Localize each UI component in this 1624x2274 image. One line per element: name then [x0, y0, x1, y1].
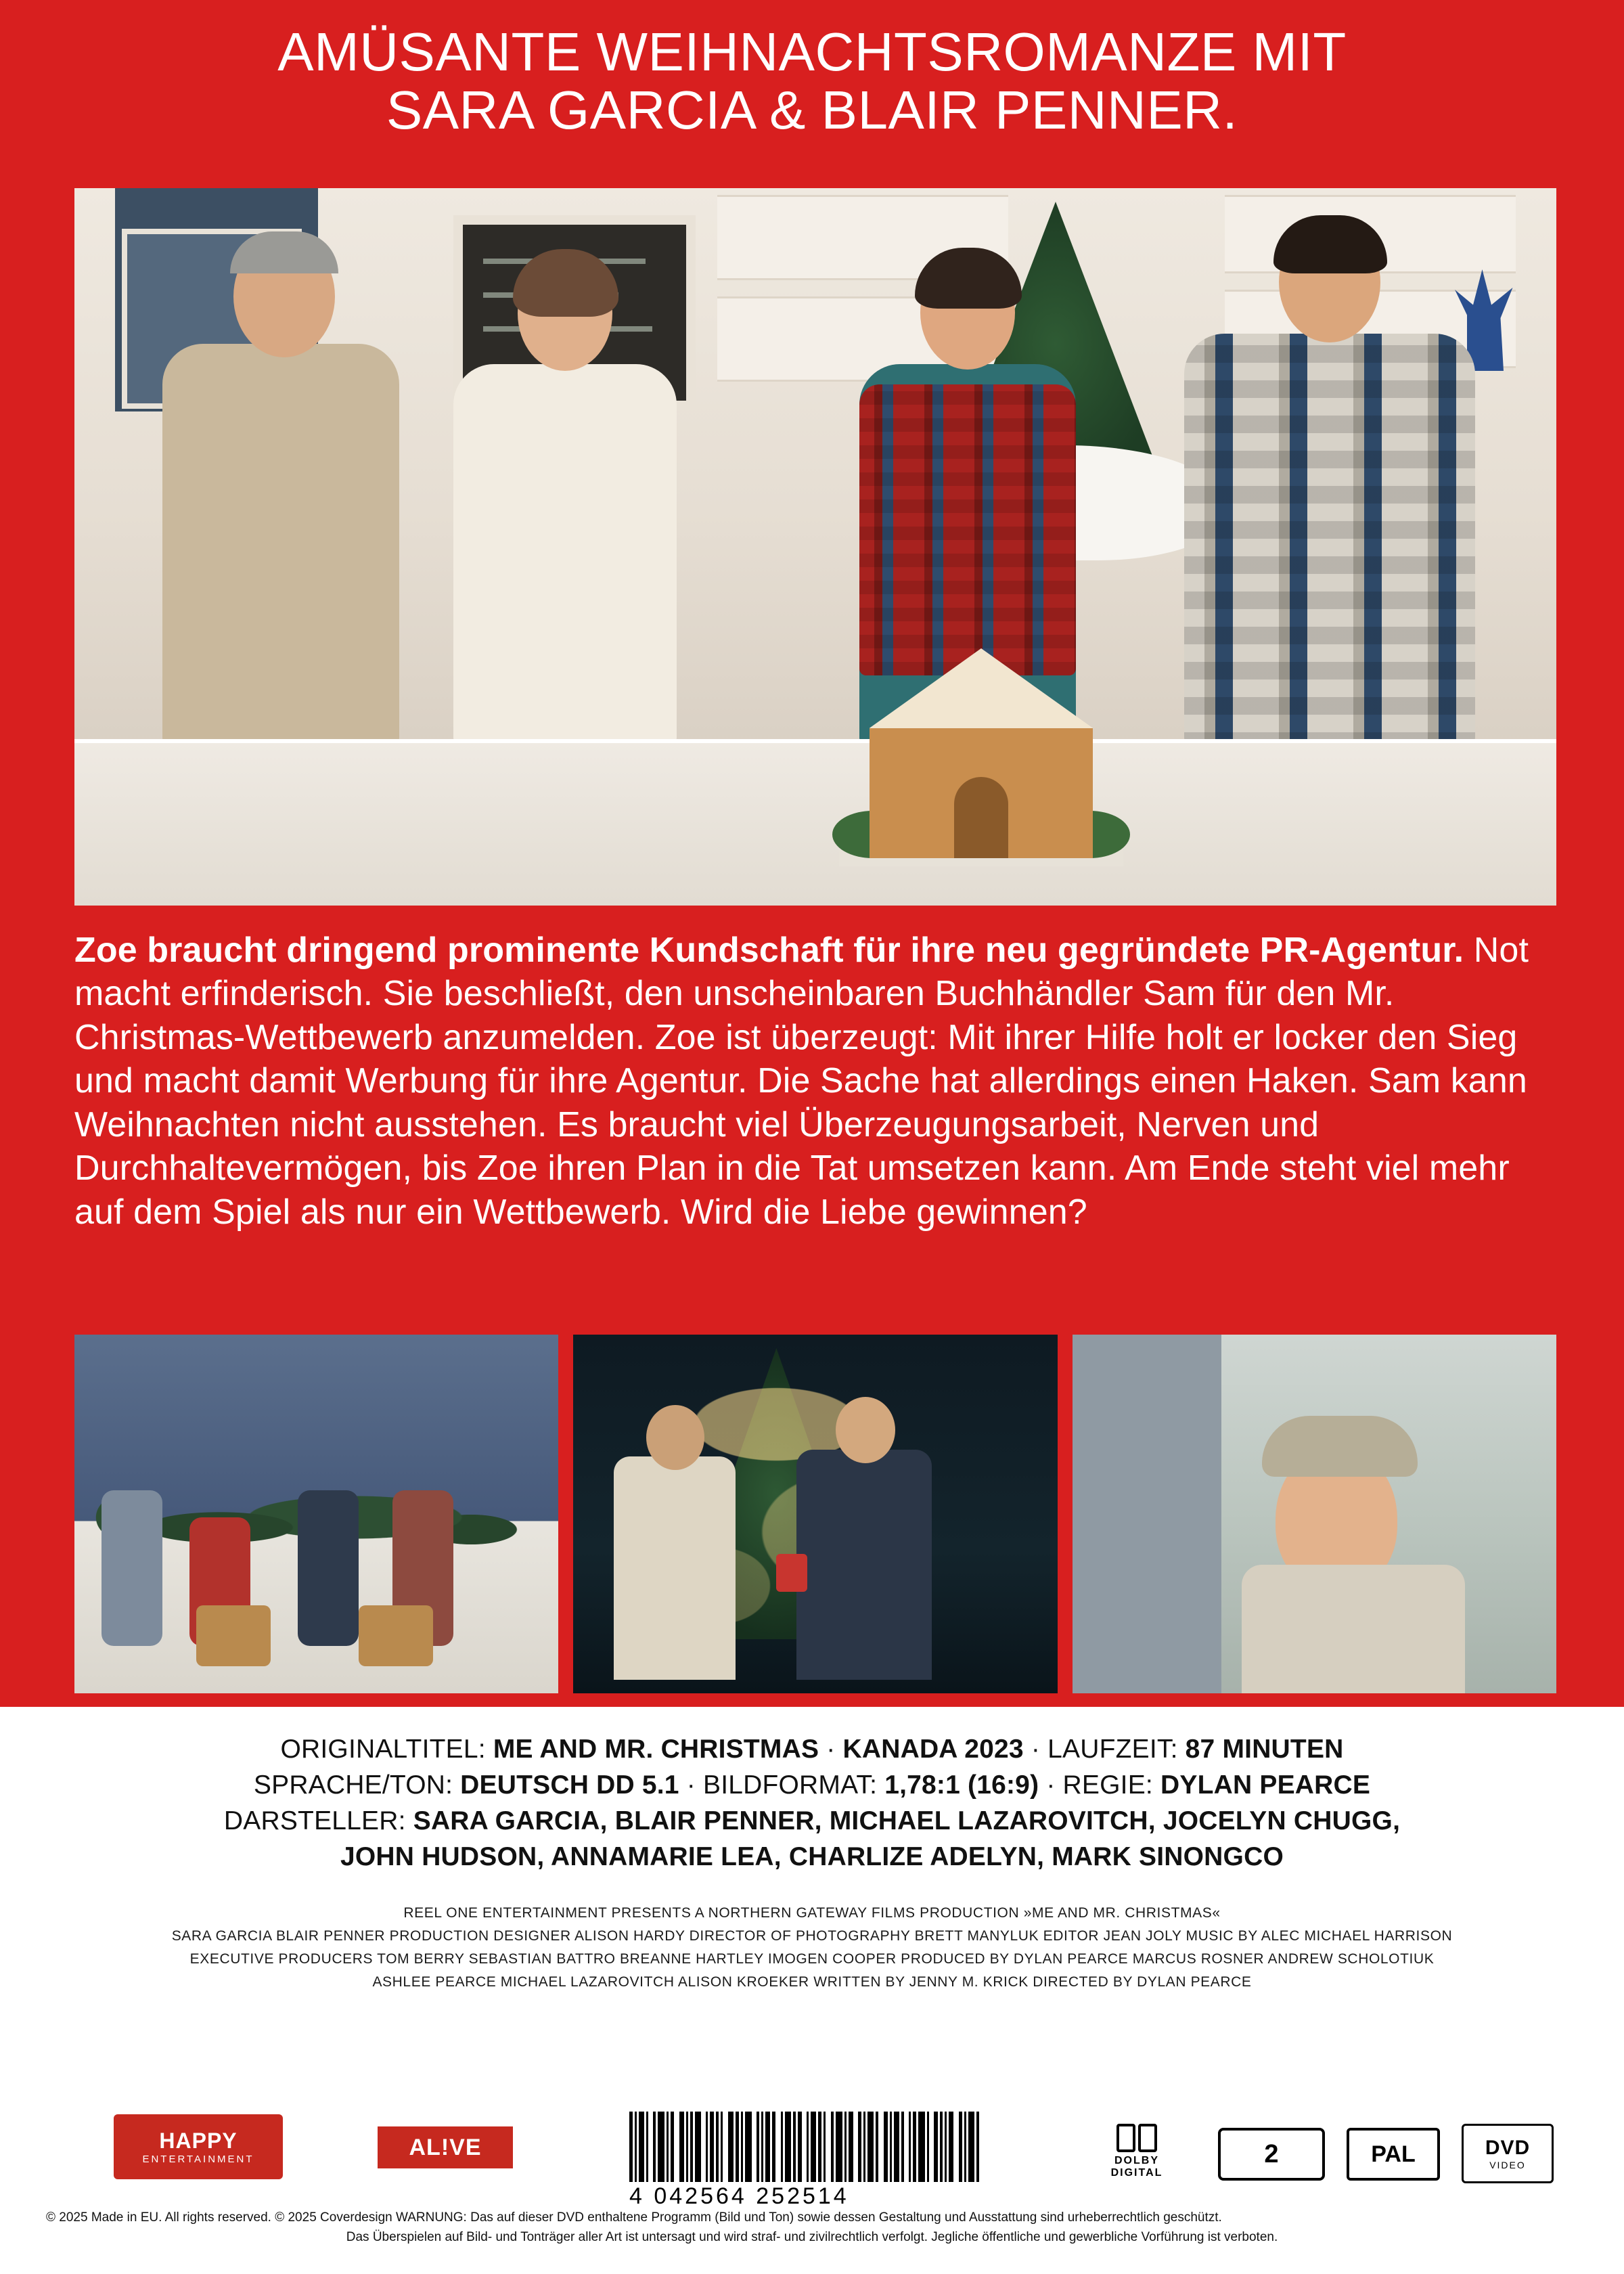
character-woman-cream	[453, 249, 677, 750]
headline-line-2: SARA GARCIA & BLAIR PENNER.	[386, 80, 1238, 141]
credits-block	[0, 1902, 1624, 1994]
thumbnail-lumberjack-contest	[74, 1335, 558, 1693]
dolby-label-2: DIGITAL	[1110, 2167, 1163, 2179]
legal-line-2: Das Überspielen auf Bild- und Tonträger aller Art ist untersagt und wird straf- und zivilrechtlich verfolgt. Jegliche öffentliche und gewerbliche Vorführung ist verboten.	[346, 2230, 1278, 2245]
credits-line-3: EXECUTIVE PRODUCERS TOM BERRY SEBASTIAN BATTRO BREANNE HARTLEY IMOGEN COOPER PRODUCED BY DYLAN PEARCE MARCUS ROSNER ANDREW SCHOLOTIUK	[189, 1951, 1435, 1967]
character-sam	[1184, 222, 1475, 750]
specs-value-country-year: KANADA 2023	[842, 1735, 1024, 1764]
specs-value-original-title: ME AND MR. CHRISTMAS	[493, 1735, 819, 1764]
specs-label-runtime: LAUFZEIT:	[1047, 1735, 1178, 1764]
ean-barcode	[629, 2112, 1008, 2213]
thumbnail-christmas-market	[573, 1335, 1057, 1693]
synopsis-body: Not macht erfinderisch. Sie beschließt, den unscheinbaren Buchhändler Sam für den Mr. Christmas-Wettbewerb anzumelden. Zoe ist überzeugt: Mit ihrer Hilfe holt er locker den Sieg und macht damit Werbung für ihre Agentur. Die Sache hat allerdings einen Haken. Sam kann Weihnachten nicht ausstehen. Es braucht viel Überzeugungsarbeit, Nerven und Durchhaltevermögen, bis Zoe ihren Plan in die Tat umsetzen kann. Am Ende steht viel mehr auf dem Spiel als nur ein Wettbewerb. Wird die Liebe gewinnen?	[74, 931, 1529, 1232]
gingerbread-door	[954, 777, 1008, 858]
logo-row	[0, 2112, 1624, 2209]
thumbnail-zoe-closeup	[1073, 1335, 1556, 1693]
specs-value-language: DEUTSCH DD 5.1	[460, 1770, 679, 1800]
counter-top	[74, 739, 1556, 906]
credits-line-2: SARA GARCIA BLAIR PENNER PRODUCTION DESIGNER ALISON HARDY DIRECTOR OF PHOTOGRAPHY BRETT MANYLUK EDITOR JEAN JOLY MUSIC BY ALEC MICHAEL HARRISON	[171, 1928, 1453, 1944]
specs-separator: ·	[1046, 1770, 1056, 1800]
headline-line-1: AMÜSANTE WEIHNACHTSROMANZE MIT	[277, 22, 1347, 82]
specs-value-director: DYLAN PEARCE	[1160, 1770, 1371, 1800]
synopsis-lead: Zoe braucht dringend prominente Kundschaft für ihre neu gegründete PR-Agentur.	[74, 931, 1464, 970]
specs-line-2	[0, 1767, 1624, 1803]
specs-label-cast: DARSTELLER:	[223, 1806, 406, 1836]
specs-value-runtime: 87 MINUTEN	[1185, 1735, 1344, 1764]
specs-line-4	[0, 1839, 1624, 1875]
barcode-bars	[629, 2112, 995, 2182]
happy-entertainment-logo	[114, 2114, 283, 2179]
specs-separator: ·	[1031, 1735, 1041, 1764]
main-still-image	[74, 188, 1556, 906]
specs-separator: ·	[826, 1735, 836, 1764]
specs-line-3	[0, 1803, 1624, 1839]
thumbnail-row	[74, 1335, 1556, 1693]
page-title	[0, 23, 1624, 140]
specs-label-original-title: ORIGINALTITEL:	[280, 1735, 486, 1764]
dvd-label-1: DVD	[1485, 2137, 1531, 2159]
specs-label-director: REGIE:	[1062, 1770, 1153, 1800]
credits-line-4: ASHLEE PEARCE MICHAEL LAZAROVITCH ALISON KROEKER WRITTEN BY JENNY M. KRICK DIRECTED BY DYLAN PEARCE	[372, 1974, 1252, 1990]
specs-separator: ·	[686, 1770, 696, 1800]
specs-value-aspect: 1,78:1 (16:9)	[884, 1770, 1039, 1800]
barcode-number: 4 042564 252514	[629, 2183, 849, 2209]
dolby-icon	[1116, 2124, 1157, 2152]
happy-logo-line-2: ENTERTAINMENT	[142, 2154, 254, 2165]
dvd-label-2: VIDEO	[1489, 2160, 1526, 2170]
specs-block	[0, 1707, 1624, 1875]
specs-line-1	[0, 1731, 1624, 1767]
happy-logo-line-1: HAPPY	[159, 2128, 238, 2153]
dolby-digital-logo	[1083, 2126, 1191, 2177]
specs-value-cast-line-1: SARA GARCIA, BLAIR PENNER, MICHAEL LAZAROVITCH, JOCELYN CHUGG,	[413, 1806, 1401, 1836]
pal-logo: PAL	[1347, 2128, 1440, 2181]
dolby-label-1: DOLBY	[1114, 2155, 1159, 2166]
bakery-scene	[74, 188, 1556, 906]
synopsis-text	[74, 929, 1556, 1234]
credits-line-1: REEL ONE ENTERTAINMENT PRESENTS A NORTHERN GATEWAY FILMS PRODUCTION »ME AND MR. CHRISTMAS«	[403, 1905, 1221, 1921]
legal-line-1: © 2025 Made in EU. All rights reserved. © 2025 Coverdesign WARNUNG: Das auf dieser DVD enthaltene Programm (Bild und Ton) sowie dessen Gestaltung und Ausstattung sind urheberrechtlich geschützt.	[46, 2210, 1222, 2225]
anamorphic-widescreen-logo: 2	[1218, 2128, 1325, 2181]
character-older-man	[162, 236, 399, 750]
specs-label-aspect: BILDFORMAT:	[702, 1770, 878, 1800]
specs-value-cast-line-2: JOHN HUDSON, ANNAMARIE LEA, CHARLIZE ADELYN, MARK SINONGCO	[340, 1842, 1284, 1872]
legal-text	[0, 2208, 1624, 2248]
alive-logo: AL!VE	[378, 2126, 513, 2168]
specs-label-language: SPRACHE/TON:	[253, 1770, 453, 1800]
dvd-video-logo	[1462, 2124, 1554, 2183]
